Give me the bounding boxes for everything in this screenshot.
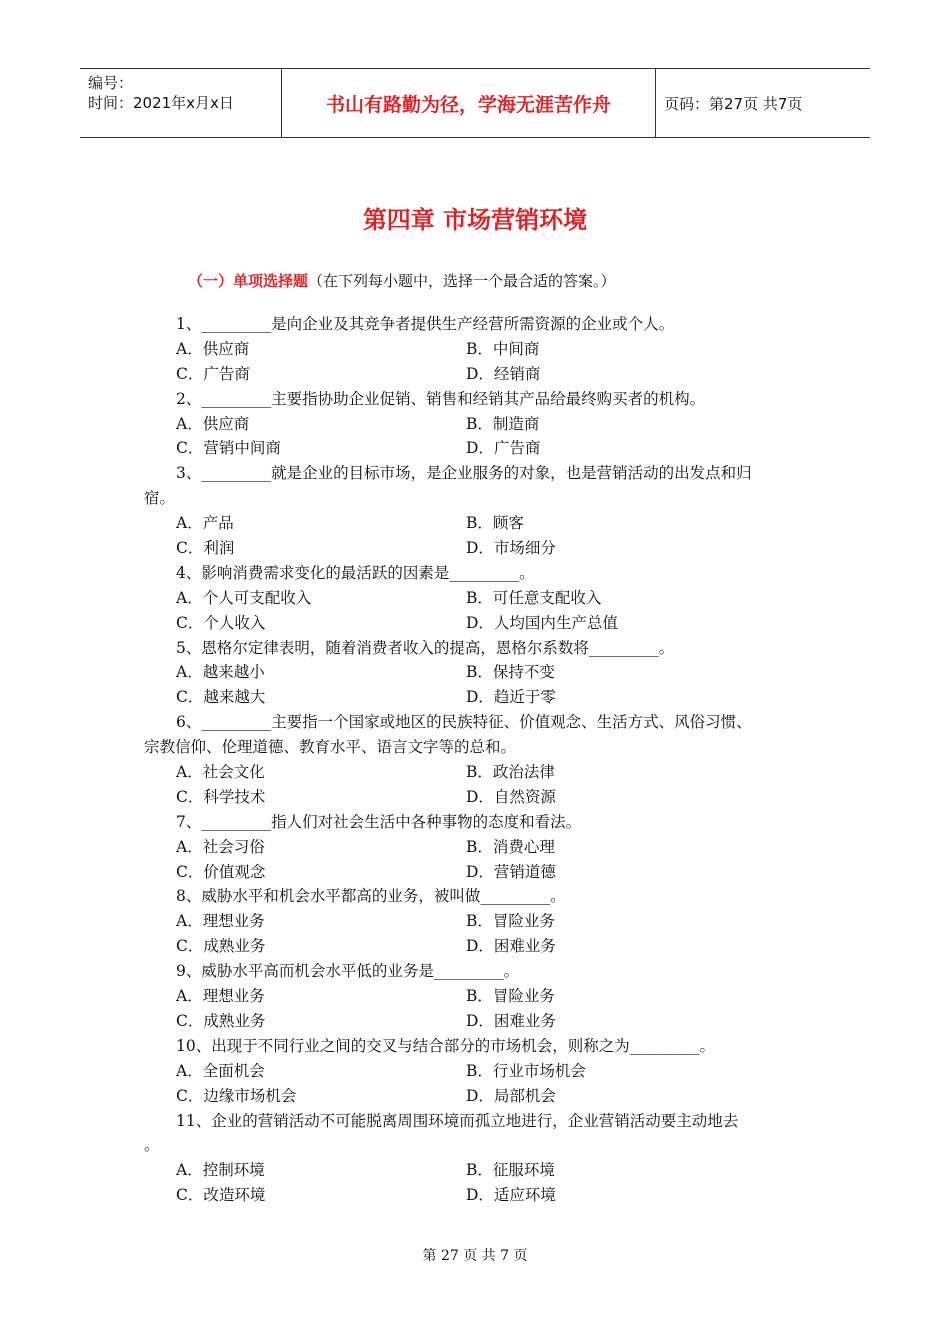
- option-c: C．成熟业务: [176, 1011, 266, 1030]
- option-d: D．自然资源: [466, 787, 556, 806]
- option-row: [144, 984, 809, 1009]
- question-item: [144, 1034, 809, 1109]
- question-item: [144, 636, 809, 711]
- option-row: [144, 860, 809, 885]
- question-text: 4、影响消费需求变化的最活跃的因素是_________。: [176, 563, 535, 582]
- option-row: [144, 1059, 809, 1084]
- question-item: [144, 561, 809, 636]
- option-a: A．控制环境: [176, 1161, 265, 1180]
- option-row: [144, 1084, 809, 1109]
- option-d: D．困难业务: [466, 1011, 556, 1030]
- option-a: A．产品: [176, 514, 234, 533]
- option-a: A．理想业务: [176, 987, 265, 1006]
- option-d: D．趋近于零: [466, 688, 556, 707]
- section-note: （在下列每小题中，选择一个最合适的答案。）: [308, 272, 616, 290]
- option-a: A．社会文化: [176, 763, 265, 782]
- question-text: 5、恩格尔定律表明，随着消费者收入的提高，恩格尔系数将_________。: [176, 638, 675, 657]
- question-item: [144, 312, 809, 387]
- option-c: C．科学技术: [176, 787, 266, 806]
- option-d: D．困难业务: [466, 937, 556, 956]
- option-row: [144, 536, 809, 561]
- option-row: [144, 362, 809, 387]
- question-text: 1、_________是向企业及其竞争者提供生产经营所需资源的企业或个人。: [176, 315, 675, 333]
- option-c: C．价值观念: [176, 862, 266, 881]
- option-c: C．个人收入: [176, 613, 266, 632]
- option-row: [144, 660, 809, 685]
- question-item: [144, 884, 809, 959]
- header-page-code: 页码：第27页 共7页: [664, 94, 803, 113]
- option-d: D．局部机会: [466, 1086, 556, 1105]
- option-a: A．供应商: [176, 339, 250, 358]
- question-text: 11、企业的营销活动不可能脱离周围环境而孤立地进行，企业营销活动要主动地去: [176, 1111, 739, 1130]
- option-b: B．保持不变: [466, 663, 555, 682]
- question-text-continued: 宿。: [144, 489, 176, 508]
- question-text-continued: 宗教信仰、伦理道德、教育水平、语言文字等的总和。: [144, 738, 517, 757]
- option-b: B．政治法律: [466, 763, 555, 782]
- question-item: [144, 1109, 809, 1209]
- option-row: [144, 1009, 809, 1034]
- option-row: [144, 586, 809, 611]
- option-a: A．全面机会: [176, 1061, 265, 1080]
- option-d: D．营销道德: [466, 862, 556, 881]
- chapter-title: 第四章 市场营销环境: [362, 206, 588, 234]
- option-d: D．适应环境: [466, 1186, 556, 1205]
- option-row: [144, 1183, 809, 1208]
- question-text: 6、_________主要指一个国家或地区的民族特征、价值观念、生活方式、风俗习惯、: [176, 713, 752, 732]
- option-a: A．供应商: [176, 414, 250, 433]
- option-d: D．市场细分: [466, 539, 556, 558]
- option-row: [144, 511, 809, 536]
- page-footer: 第 27 页 共 7 页: [422, 1248, 528, 1264]
- question-text: 10、出现于不同行业之间的交叉与结合部分的市场机会，则称之为_________。: [176, 1036, 715, 1055]
- option-b: B．可任意支配收入: [466, 588, 602, 607]
- option-b: B．冒险业务: [466, 987, 555, 1006]
- option-c: C．成熟业务: [176, 937, 266, 956]
- question-text-continued: 。: [144, 1136, 160, 1155]
- option-b: B．制造商: [466, 414, 540, 433]
- option-d: D．人均国内生产总值: [466, 613, 618, 632]
- option-c: C．营销中间商: [176, 439, 281, 458]
- option-a: A．社会习俗: [176, 837, 265, 856]
- section-title: （一）单项选择题: [188, 272, 309, 290]
- option-row: [144, 785, 809, 810]
- option-b: B．征服环境: [466, 1161, 555, 1180]
- option-b: B．顾客: [466, 514, 524, 533]
- option-a: A．理想业务: [176, 912, 265, 931]
- option-row: [144, 835, 809, 860]
- option-d: D．经销商: [466, 364, 541, 383]
- option-row: [144, 685, 809, 710]
- section-heading: [188, 270, 616, 291]
- header-number: 编号：: [88, 74, 134, 92]
- option-c: C．边缘市场机会: [176, 1086, 297, 1105]
- option-row: [144, 611, 809, 636]
- question-text: 3、_________就是企业的目标市场，是企业服务的对象，也是营销活动的出发点和归: [176, 464, 752, 483]
- option-row: [144, 436, 809, 461]
- option-c: C．越来越大: [176, 688, 266, 707]
- question-item: [144, 387, 809, 462]
- option-c: C．利润: [176, 539, 235, 558]
- question-text: 8、威胁水平和机会水平都高的业务，被叫做_________。: [176, 887, 566, 906]
- page-header: [80, 68, 870, 138]
- question-item: [144, 461, 809, 561]
- option-row: [144, 934, 809, 959]
- option-d: D．广告商: [466, 439, 541, 458]
- question-item: [144, 810, 809, 885]
- option-b: B．消费心理: [466, 837, 555, 856]
- option-row: [144, 337, 809, 362]
- question-text: 2、_________主要指协助企业促销、销售和经销其产品给最终购买者的机构。: [176, 389, 706, 408]
- option-row: [144, 412, 809, 437]
- question-item: [144, 710, 809, 810]
- option-a: A．个人可支配收入: [176, 588, 312, 607]
- option-row: [144, 760, 809, 785]
- header-time: 时间：2021年x月x日: [88, 94, 234, 112]
- option-c: C．广告商: [176, 364, 250, 383]
- question-text: 9、威胁水平高而机会水平低的业务是_________。: [176, 962, 520, 981]
- option-row: [144, 1158, 809, 1183]
- option-b: B．行业市场机会: [466, 1061, 586, 1080]
- question-list: [144, 312, 809, 1208]
- option-c: C．改造环境: [176, 1186, 266, 1205]
- option-row: [144, 909, 809, 934]
- header-motto: 书山有路勤为径，学海无涯苦作舟: [282, 69, 656, 137]
- option-b: B．冒险业务: [466, 912, 555, 931]
- header-meta: [80, 69, 282, 137]
- question-item: [144, 959, 809, 1034]
- option-b: B．中间商: [466, 339, 540, 358]
- question-text: 7、_________指人们对社会生活中各种事物的态度和看法。: [176, 812, 582, 831]
- option-a: A．越来越小: [176, 663, 265, 682]
